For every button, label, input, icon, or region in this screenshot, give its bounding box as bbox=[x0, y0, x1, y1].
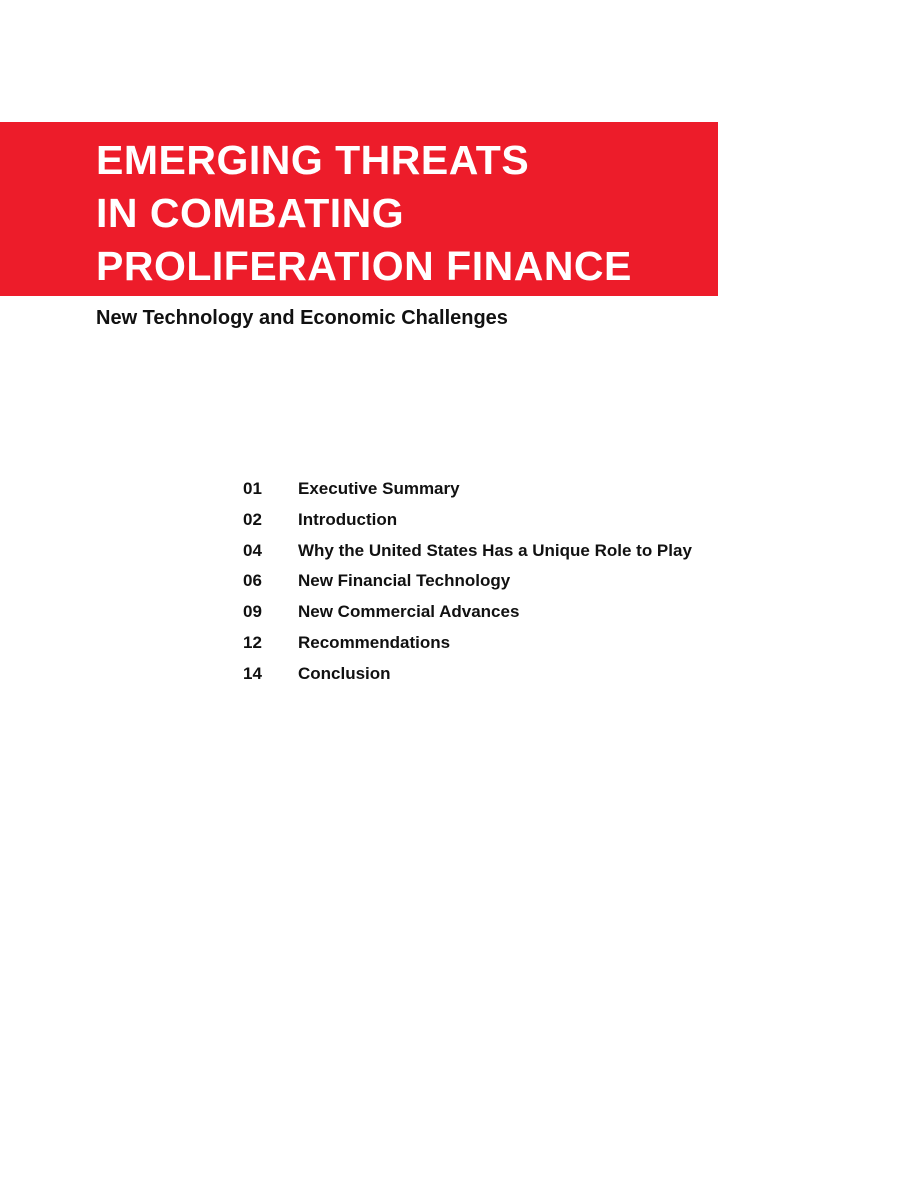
toc-page-number: 04 bbox=[243, 540, 262, 560]
toc-page-number: 02 bbox=[243, 509, 262, 529]
toc-page-number: 12 bbox=[243, 632, 262, 652]
toc-page-number: 09 bbox=[243, 602, 262, 622]
title-line-2: IN COMBATING bbox=[96, 190, 405, 236]
toc-entry-financial-technology[interactable] bbox=[243, 569, 692, 600]
toc-entry-label: Executive Summary bbox=[298, 479, 460, 498]
title-line-1: EMERGING THREATS bbox=[96, 137, 530, 183]
toc-entry-label: New Commercial Advances bbox=[298, 602, 520, 622]
document-subtitle: New Technology and Economic Challenges bbox=[96, 307, 508, 329]
toc-entry-label: Introduction bbox=[298, 509, 398, 529]
title-line-3: PROLIFERATION FINANCE bbox=[96, 243, 632, 289]
document-title bbox=[96, 134, 632, 293]
toc-entry-introduction[interactable] bbox=[243, 508, 692, 539]
toc-entry-label: New Financial Technology bbox=[298, 571, 511, 591]
toc-entry-commercial-advances[interactable] bbox=[243, 600, 692, 631]
table-of-contents bbox=[243, 477, 692, 693]
toc-page-number: 06 bbox=[243, 571, 262, 591]
toc-entry-label: Recommendations bbox=[298, 632, 451, 652]
toc-page-number: 01 bbox=[243, 479, 262, 498]
toc-entry-unique-role[interactable] bbox=[243, 539, 692, 570]
toc-entry-label: Why the United States Has a Unique Role to Play bbox=[298, 540, 692, 560]
toc-entry-recommendations[interactable] bbox=[243, 631, 692, 662]
toc-entry-label: Conclusion bbox=[298, 663, 391, 683]
toc-entry-conclusion[interactable] bbox=[243, 662, 692, 693]
toc-entry-executive-summary[interactable] bbox=[243, 477, 692, 508]
toc-page-number: 14 bbox=[243, 663, 262, 683]
